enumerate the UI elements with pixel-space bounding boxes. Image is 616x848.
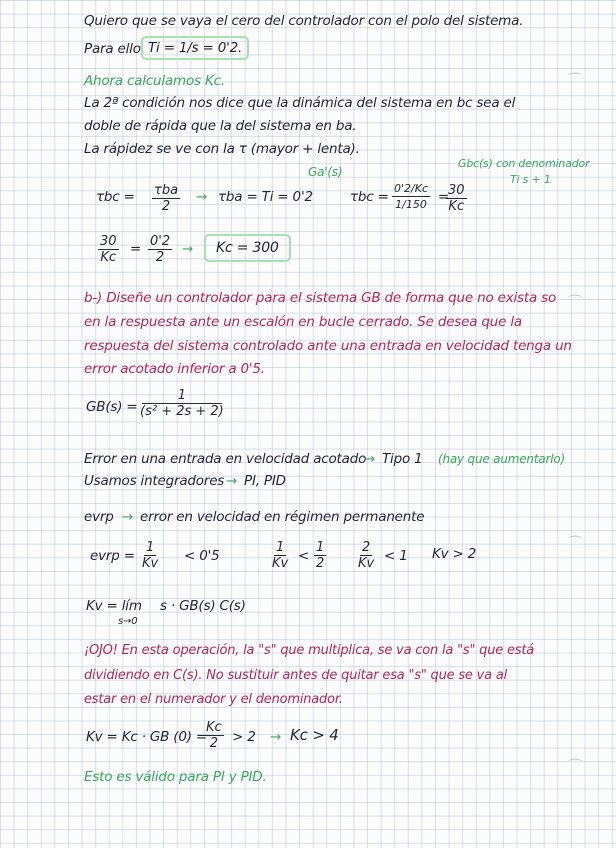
eq-tba-den: 2	[161, 199, 171, 214]
kv-lim-rhs: s · GB(s) C(s)	[160, 598, 246, 614]
ev2-lt: <	[298, 548, 310, 564]
corner-mark-4: ⌒	[568, 759, 582, 775]
eq-tbc2: τbc =	[350, 189, 389, 205]
part-b-line-1: b-) Diseñe un controlador para el sistema GB de forma que no exista so	[84, 290, 557, 306]
final-note: Esto es válido para PI y PID.	[84, 769, 267, 785]
warning-line-2: dividiendo en C(s). No sustituir antes de quitar esa "s" que se va al	[84, 668, 508, 683]
gb-lhs: GB(s) =	[86, 399, 138, 415]
eq-kc-den: Kc	[448, 199, 465, 214]
arrow-icon: →	[270, 729, 282, 745]
arrow-icon: →	[122, 509, 134, 525]
gb-frac	[140, 388, 224, 419]
integrators-line: Usamos integradores	[84, 473, 225, 489]
eq-2-den: 2	[155, 250, 165, 265]
part-b-line-4: error acotado inferior a 0'5.	[84, 361, 265, 377]
eq-30-num: 30	[448, 183, 465, 198]
eq-equals: =	[438, 189, 450, 205]
corner-mark-3: ⌒	[568, 536, 582, 552]
annotation-ga: Ga'(s)	[308, 165, 343, 179]
kv-gt-2: Kv > 2	[432, 546, 477, 562]
eq-frac	[392, 181, 430, 212]
eq-kcb-den: Kc	[100, 250, 117, 265]
eq-02-num: 0'2	[150, 234, 171, 249]
corner-mark-1: ⌒	[568, 73, 582, 89]
part-b-line-3: respuesta del sistema controlado ante una entrada en velocidad tenga un	[84, 338, 572, 354]
evrp-definition: error en velocidad en régimen permanente	[140, 509, 425, 525]
integrators-types: PI, PID	[244, 473, 286, 489]
line-5: doble de rápida que la del sistema en ba.	[84, 118, 357, 134]
gb-den: (s² + 2s + 2)	[140, 404, 224, 419]
error-line-a: Error en una entrada en velocidad acotado	[84, 451, 367, 467]
corner-mark-2: ⌒	[568, 295, 582, 311]
ev3-lt: < 1	[384, 548, 408, 564]
eq-30b-num: 30	[100, 234, 117, 249]
kv2-den: 2	[209, 736, 218, 751]
warning-line-1: ¡OJO! En esta operación, la "s" que multiplica, se va con la "s" que está	[84, 643, 535, 658]
ev2-num: 1	[275, 540, 285, 555]
line-2a: Para ello,	[84, 41, 145, 57]
ev3-num: 2	[361, 540, 371, 555]
kv-lim-sub: s→0	[118, 616, 138, 627]
arrow-icon: →	[196, 189, 208, 205]
arrow-icon: →	[226, 473, 238, 489]
ev2-frac	[272, 540, 288, 571]
part-b-line-2: en la respuesta ante un escalón en bucle cerrado. Se desea que la	[84, 314, 522, 330]
annotation-gc: Gbc(s) con denominador	[458, 157, 590, 170]
eq-tba-num: τba	[154, 183, 179, 198]
ev-frac	[142, 540, 158, 571]
ev-num: 1	[145, 540, 155, 555]
ev2b-frac	[314, 540, 326, 571]
ev2b-den: 2	[316, 556, 325, 571]
kv2-gt: > 2	[232, 729, 256, 745]
line-4: La 2ª condición nos dice que la dinámica del sistema en bc sea el	[84, 95, 516, 111]
eq-02-2	[148, 234, 172, 265]
ev2b-num: 1	[316, 540, 325, 555]
annotation-gc2: Ti s + 1	[510, 173, 551, 186]
eq-frac-den: 1/150	[395, 198, 427, 211]
arrow-icon: →	[364, 451, 376, 467]
evrp-label: evrp	[84, 509, 114, 525]
eq-tba2: τba = Ti = 0'2	[218, 189, 313, 205]
kv-lim: Kv = lím	[86, 598, 142, 614]
ti-result-box: Ti = 1/s = 0'2.	[141, 36, 249, 60]
gb-num: 1	[142, 388, 222, 404]
eq-tba-frac	[152, 183, 180, 214]
kc-300-box: Kc = 300	[204, 234, 291, 262]
error-line-tipo: Tipo 1	[382, 451, 423, 467]
line-1: Quiero que se vaya el cero del controlador con el polo del sistema.	[84, 13, 524, 29]
eq-tbc: τbc =	[96, 189, 135, 205]
eq-frac-num: 0'2/Kc	[394, 182, 428, 195]
error-line-note: (hay que aumentarlo)	[438, 452, 565, 466]
ev3-frac	[358, 540, 374, 571]
ev-lt: < 0'5	[184, 548, 220, 564]
kv2-frac	[204, 720, 224, 751]
ev2-den: Kv	[272, 556, 289, 571]
warning-line-3: estar en el numerador y el denominador.	[84, 692, 343, 707]
ev-den: Kv	[142, 556, 159, 571]
eq-eq: =	[130, 241, 142, 257]
kv2-lhs: Kv = Kc · GB (0) =	[86, 729, 208, 745]
kv2-result: Kc > 4	[290, 726, 339, 744]
ev-lhs: evrp =	[90, 548, 135, 564]
eq-30-kc	[446, 183, 467, 214]
line-6: La rápidez se ve con la τ (mayor + lenta).	[84, 141, 360, 157]
ev3-den: Kv	[358, 556, 375, 571]
eq-30b-kc	[98, 234, 119, 265]
kv2-num: Kc	[206, 720, 222, 735]
calc-kc-heading: Ahora calculamos Kc.	[84, 73, 225, 89]
arrow-icon: →	[182, 241, 194, 257]
